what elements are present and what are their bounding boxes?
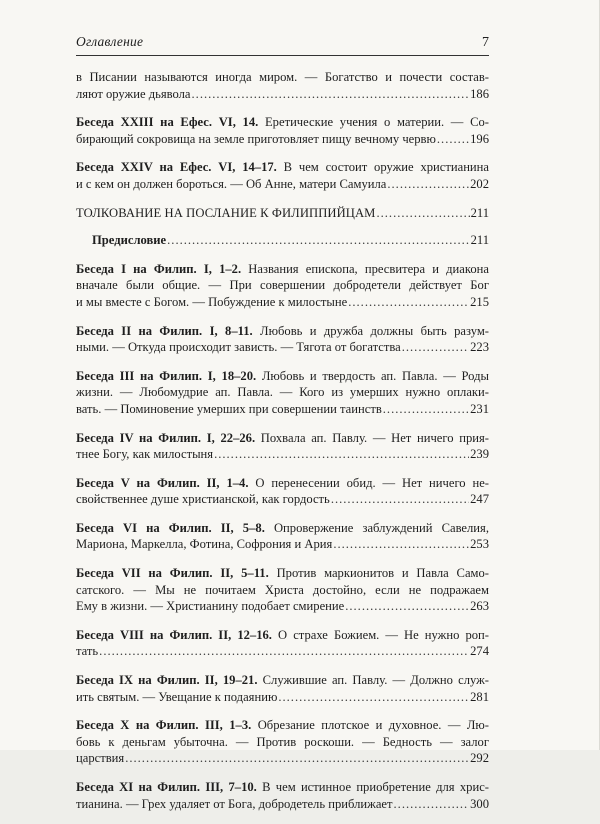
toc-entry-heading: Беседа VI на Филип. II, 5–8. xyxy=(76,520,265,535)
dot-leader xyxy=(278,689,469,706)
table-of-contents xyxy=(76,69,489,824)
toc-entry-heading: Беседа X на Филип. III, 1–3. xyxy=(76,718,252,733)
toc-entry-line: Беседа VII на Филип. II, 5–11. Против маркионитов и Павла Само- xyxy=(76,566,489,581)
toc-page-number: 300 xyxy=(470,796,489,811)
toc-page-number: 274 xyxy=(470,644,489,659)
toc-entry xyxy=(76,368,489,418)
dot-leader xyxy=(383,401,469,418)
toc-page-number: 223 xyxy=(470,340,489,355)
dot-leader xyxy=(192,86,470,103)
toc-entry-last-line: и мы вместе с Богом. — Побуждение к милостыне ..... 215 xyxy=(76,294,489,311)
toc-entry-last-line: ТОЛКОВАНИЕ НА ПОСЛАНИЕ К ФИЛИППИЙЦАМ ..... 211 xyxy=(76,205,489,222)
dot-leader xyxy=(402,339,469,356)
toc-entry-line: Беседа XXIV на Ефес. VI, 14–17. В чем состоит оружие христианина xyxy=(76,160,489,175)
toc-entry-line: Беседа VIII на Филип. II, 12–16. О страхе Божием. — Не нужно роп- xyxy=(76,627,489,642)
toc-entry xyxy=(76,159,489,192)
toc-entry xyxy=(76,475,489,508)
toc-page-number: 281 xyxy=(470,689,489,704)
toc-entry-line: Беседа III на Филип. I, 18–20. Любовь и твердость ап. Павла. — Роды xyxy=(76,368,489,383)
toc-entry xyxy=(76,232,489,249)
toc-entry-heading: Беседа I на Филип. I, 1–2. xyxy=(76,261,242,276)
toc-entry xyxy=(76,323,489,356)
running-header xyxy=(76,34,489,51)
toc-entry-heading: Беседа XI на Филип. III, 7–10. xyxy=(76,780,257,794)
toc-entry-line: сатского. — Мы не почитаем Христа достойно, если не подражаем xyxy=(76,582,489,597)
toc-entry-line: в Писании называются иногда миром. — Богатство и почести состав- xyxy=(76,70,489,84)
toc-entry-last-line: Мариона, Маркелла, Фотина, Софрония и Ария ..... 253 xyxy=(76,536,489,553)
toc-page-number: 253 xyxy=(470,537,489,552)
toc-entry xyxy=(76,69,489,102)
toc-entry xyxy=(76,672,489,705)
toc-entry-heading: Беседа IV на Филип. I, 22–26. xyxy=(76,430,256,445)
toc-entry xyxy=(76,627,489,660)
toc-page-number: 196 xyxy=(470,131,489,146)
toc-entry-last-line: тать ..... 274 xyxy=(76,643,489,660)
toc-entry-line: Беседа II на Филип. I, 8–11. Любовь и дружба должны быть разум- xyxy=(76,323,489,338)
toc-entry-heading: Беседа VIII на Филип. II, 12–16. xyxy=(76,627,272,642)
toc-page-number: 263 xyxy=(470,599,489,614)
toc-page-number: 186 xyxy=(470,86,489,101)
toc-entry-line: жизни. — Любомудрие ап. Павла. — Кого из умерших нужно оплаки- xyxy=(76,385,489,400)
toc-entry-line: Беседа IX на Филип. II, 19–21. Служившие ап. Павлу. — Должно служ- xyxy=(76,673,489,688)
toc-entry-line: Беседа XI на Филип. III, 7–10. В чем истинное приобретение для хрис- xyxy=(76,780,489,794)
toc-entry-last-line: вать. — Поминовение умерших при совершении таинств ..... 231 xyxy=(76,401,489,418)
toc-entry-heading: Предисловие xyxy=(92,233,167,248)
toc-entry-line: вначале были общие. — При совершении добродетели действует Бог xyxy=(76,278,489,293)
dot-leader xyxy=(333,536,469,553)
toc-entry-heading: Беседа VII на Филип. II, 5–11. xyxy=(76,566,269,581)
toc-page-number: 202 xyxy=(470,176,489,191)
toc-entry-line: бовь к деньгам убыточна. — Против роскоши. — Бедность — залог xyxy=(76,734,489,749)
toc-entry-last-line: ляют оружие дьявола ..... 186 xyxy=(76,86,489,103)
toc-entry-heading: Беседа XXIII на Ефес. VI, 14. xyxy=(76,115,259,130)
toc-page-number: 211 xyxy=(470,205,489,220)
toc-entry-line: Беседа IV на Филип. I, 22–26. Похвала ап. Павлу. — Нет ничего прия- xyxy=(76,430,489,445)
dot-leader xyxy=(99,643,469,660)
toc-section-heading xyxy=(76,205,489,222)
toc-entry xyxy=(76,430,489,463)
dot-leader xyxy=(167,232,469,249)
toc-entry xyxy=(76,261,489,311)
dot-leader xyxy=(214,446,469,463)
toc-entry-line: Беседа X на Филип. III, 1–3. Обрезание плотское и духовное. — Лю- xyxy=(76,718,489,733)
toc-page-number: 247 xyxy=(470,492,489,507)
toc-entry-line: Беседа I на Филип. I, 1–2. Названия епископа, пресвитера и диакона xyxy=(76,261,489,276)
toc-page-number: 215 xyxy=(470,294,489,309)
toc-entry-last-line: ными. — Откуда происходит зависть. — Тягота от богатства ..... 223 xyxy=(76,339,489,356)
toc-entry xyxy=(76,520,489,553)
toc-entry xyxy=(76,565,489,615)
toc-entry-last-line: бирающий сокровища на земле приготовляет пищу вечному червю ..... 196 xyxy=(76,131,489,148)
toc-entry-line: Беседа V на Филип. II, 1–4. О перенесении обид. — Нет ничего не- xyxy=(76,475,489,490)
toc-entry xyxy=(76,717,489,767)
dot-leader xyxy=(345,598,469,615)
dot-leader xyxy=(125,750,469,767)
toc-entry-heading: Беседа XXIV на Ефес. VI, 14–17. xyxy=(76,160,277,175)
toc-page-number: 292 xyxy=(470,751,489,766)
dot-leader xyxy=(394,796,470,813)
toc-entry xyxy=(76,114,489,147)
toc-entry-heading: Беседа V на Филип. II, 1–4. xyxy=(76,475,249,490)
toc-entry-line: Беседа VI на Филип. II, 5–8. Опровержение заблуждений Савелия, xyxy=(76,520,489,535)
dot-leader xyxy=(331,491,469,508)
header-title: Оглавление xyxy=(76,34,144,49)
dot-leader xyxy=(387,176,469,193)
toc-entry-last-line: свойственнее душе христианской, как гордость ..... 247 xyxy=(76,491,489,508)
toc-entry-last-line: тианина. — Грех удаляет от Бога, добродетель приближает ..... 300 xyxy=(76,796,489,813)
toc-page-number: 211 xyxy=(470,233,489,248)
toc-entry-last-line: и с кем он должен бороться. — Об Анне, матери Самуила ..... 202 xyxy=(76,176,489,193)
toc-entry xyxy=(76,779,489,812)
header-rule xyxy=(76,55,489,56)
dot-leader xyxy=(348,294,469,311)
toc-entry-last-line: Ему в жизни. — Христианину подобает смирение ..... 263 xyxy=(76,598,489,615)
dot-leader xyxy=(376,205,469,222)
toc-entry-heading: Беседа II на Филип. I, 8–11. xyxy=(76,323,253,338)
dot-leader xyxy=(437,131,469,148)
header-page-number: 7 xyxy=(482,35,489,50)
toc-entry-last-line xyxy=(92,232,489,249)
toc-entry-last-line: ить святым. — Увещание к подаянию ..... 281 xyxy=(76,689,489,706)
toc-page-number: 231 xyxy=(470,401,489,416)
toc-entry-last-line: тнее Богу, как милостыня ..... 239 xyxy=(76,446,489,463)
toc-page-number: 239 xyxy=(470,447,489,462)
toc-entry-heading: Беседа III на Филип. I, 18–20. xyxy=(76,368,257,383)
toc-entry-line: Беседа XXIII на Ефес. VI, 14. Еретические учения о материи. — Со- xyxy=(76,115,489,130)
toc-entry-last-line: царствия ..... 292 xyxy=(76,750,489,767)
toc-entry-heading: Беседа IX на Филип. II, 19–21. xyxy=(76,673,258,688)
